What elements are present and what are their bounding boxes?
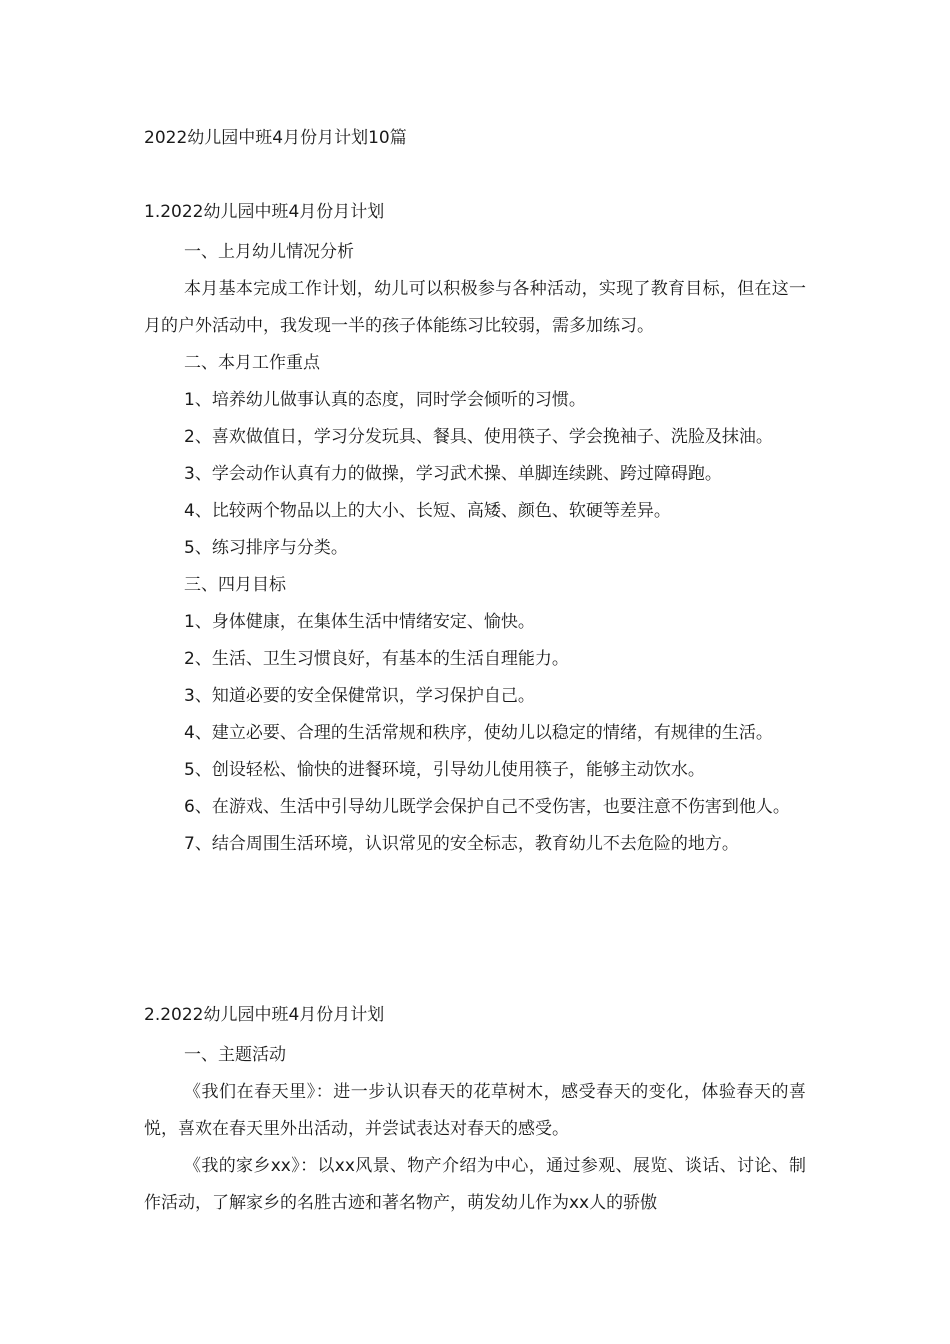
paragraph: 《我们在春天里》：进一步认识春天的花草树木，感受春天的变化，体验春天的喜悦，喜欢在春天里外出活动，并尝试表达对春天的感受。: [144, 1082, 806, 1139]
list-item: 1、身体健康，在集体生活中情绪安定、愉快。: [184, 612, 535, 632]
section-2: [144, 1001, 806, 1222]
list-item: 6、在游戏、生活中引导幼儿既学会保护自己不受伤害，也要注意不伤害到他人。: [184, 797, 790, 817]
list-item: 2、喜欢做值日，学习分发玩具、餐具、使用筷子、学会挽袖子、洗脸及抹油。: [184, 427, 773, 447]
section-heading: 三、四月目标: [184, 575, 286, 595]
list-item: 7、结合周围生活环境，认识常见的安全标志，教育幼儿不去危险的地方。: [184, 834, 739, 854]
list-item: 1、培养幼儿做事认真的态度，同时学会倾听的习惯。: [184, 390, 586, 410]
document-title: 2022幼儿园中班4月份月计划10篇: [144, 128, 407, 148]
section-1: [144, 198, 806, 863]
list-item: 5、练习排序与分类。: [184, 538, 348, 558]
section-title: 2.2022幼儿园中班4月份月计划: [144, 1005, 385, 1025]
paragraph: 本月基本完成工作计划，幼儿可以积极参与各种活动，实现了教育目标，但在这一月的户外活动中，我发现一半的孩子体能练习比较弱，需多加练习。: [144, 279, 806, 336]
section-heading: 一、上月幼儿情况分析: [184, 242, 354, 262]
list-item: 2、生活、卫生习惯良好，有基本的生活自理能力。: [184, 649, 569, 669]
list-item: 5、创设轻松、愉快的进餐环境，引导幼儿使用筷子，能够主动饮水。: [184, 760, 705, 780]
section-heading: 一、主题活动: [184, 1045, 286, 1065]
list-item: 3、学会动作认真有力的做操，学习武术操、单脚连续跳、跨过障碍跑。: [184, 464, 722, 484]
paragraph: 《我的家乡xx》：以xx风景、物产介绍为中心，通过参观、展览、谈话、讨论、制作活动，了解家乡的名胜古迹和著名物产，萌发幼儿作为xx人的骄傲: [144, 1156, 806, 1213]
list-item: 4、建立必要、合理的生活常规和秩序，使幼儿以稳定的情绪，有规律的生活。: [184, 723, 773, 743]
list-item: 4、比较两个物品以上的大小、长短、高矮、颜色、软硬等差异。: [184, 501, 671, 521]
list-item: 3、知道必要的安全保健常识，学习保护自己。: [184, 686, 535, 706]
section-title: 1.2022幼儿园中班4月份月计划: [144, 202, 385, 222]
section-heading: 二、本月工作重点: [184, 353, 320, 373]
